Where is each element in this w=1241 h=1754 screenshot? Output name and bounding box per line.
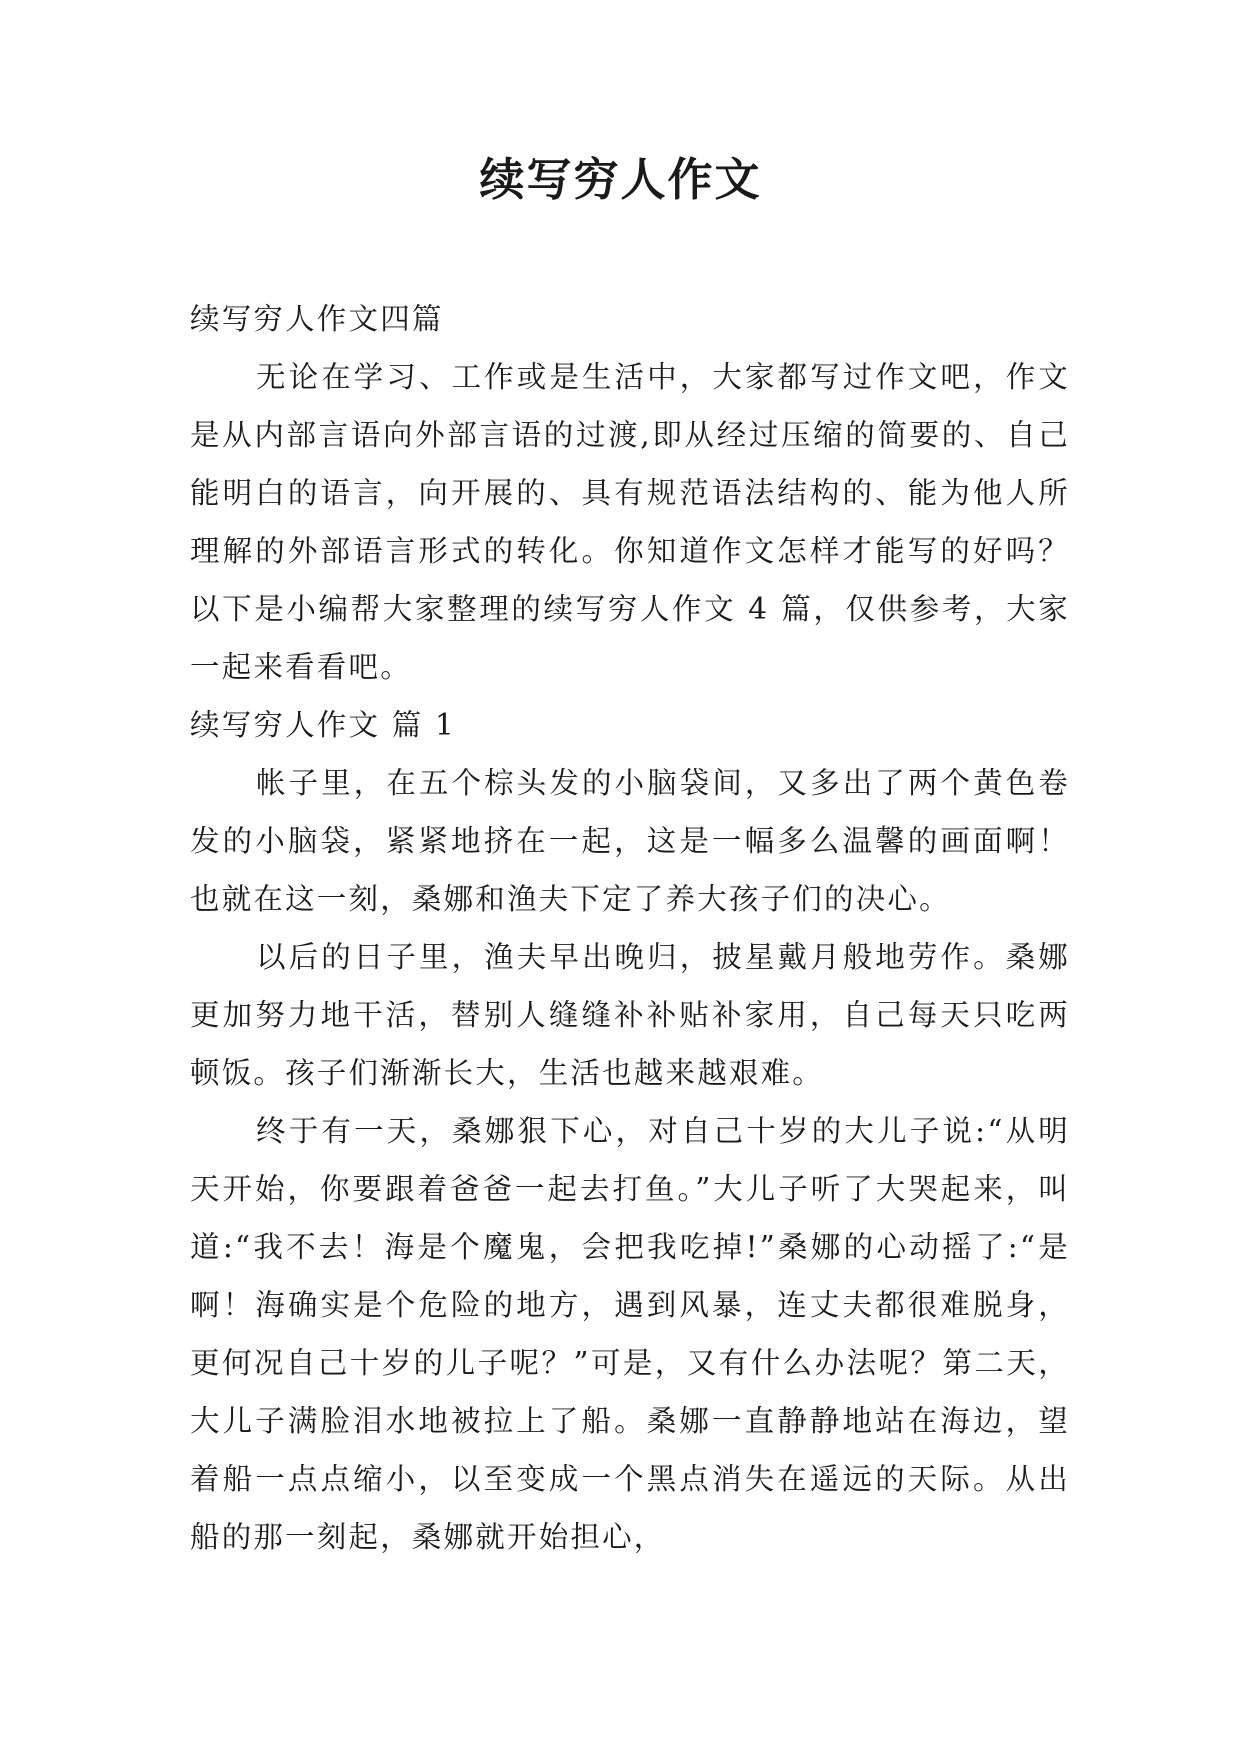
document-body	[190, 290, 1070, 1566]
body-paragraph: 以后的日子里，渔夫早出晚归，披星戴月般地劳作。桑娜更加努力地干活，替别人缝缝补补贴补家用，自己每天只吃两顿饭。孩子们渐渐长大，生活也越来越艰难。	[190, 940, 1070, 1090]
intro-paragraph: 无论在学习、工作或是生活中，大家都写过作文吧，作文是从内部言语向外部言语的过渡,即从经过压缩的简要的、自己能明白的语言，向开展的、具有规范语法结构的、能为他人所理解的外部语言形式的转化。你知道作文怎样才能写的好吗？以下是小编帮大家整理的续写穷人作文 4 篇，仅供参考，大家一起来看看吧。	[190, 360, 1070, 684]
document-title: 续写穷人作文	[479, 153, 762, 206]
body-paragraph: 帐子里，在五个棕头发的小脑袋间，又多出了两个黄色卷发的小脑袋，紧紧地挤在一起，这是一幅多么温馨的画面啊！也就在这一刻，桑娜和渔夫下定了养大孩子们的决心。	[190, 766, 1070, 916]
document-subtitle: 续写穷人作文四篇	[190, 302, 444, 336]
section-heading: 续写穷人作文 篇 1	[190, 708, 457, 742]
body-paragraph: 终于有一天，桑娜狠下心，对自己十岁的大儿子说:“从明天开始，你要跟着爸爸一起去打鱼。”大儿子听了大哭起来，叫道:“我不去！海是个魔鬼，会把我吃掉!”桑娜的心动摇了:“是啊！海确实是个危险的地方，遇到风暴，连丈夫都很难脱身，更何况自己十岁的儿子呢？”可是，又有什么办法呢？第二天，大儿子满脸泪水地被拉上了船。桑娜一直静静地站在海边，望着船一点点缩小，以至变成一个黑点消失在遥远的天际。从出船的那一刻起，桑娜就开始担心，	[190, 1114, 1070, 1554]
